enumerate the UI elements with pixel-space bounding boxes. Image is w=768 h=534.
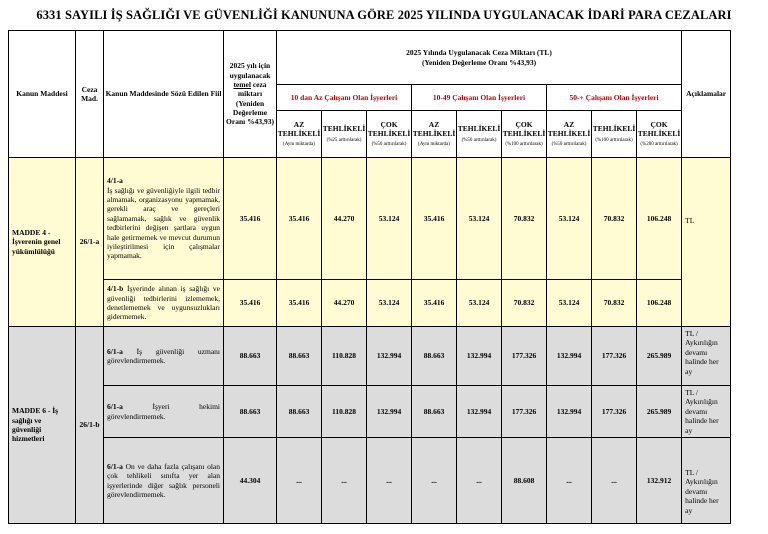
sub-header-name: AZ TEHLİKELİ xyxy=(412,119,456,138)
fiil-cell xyxy=(104,327,224,386)
value-cell: 132.994 xyxy=(367,386,412,438)
header-miktar-title: 2025 Yılında Uygulanacak Ceza Miktarı (TL) xyxy=(406,48,552,58)
value-cell: 35.416 xyxy=(277,158,322,280)
header-temel-post: ceza miktarı (Yeniden Değerleme Oranı %43,93) xyxy=(226,79,274,127)
table-row xyxy=(9,327,731,386)
sub-header-name: ÇOK TEHLİKELİ xyxy=(637,119,681,138)
fiil-code: 6/1-a xyxy=(107,346,123,356)
value-cell: 70.832 xyxy=(592,280,637,327)
value-cell: 70.832 xyxy=(592,158,637,280)
madde4-label: MADDE 4 - İşverenin genel yükümlülüğü xyxy=(9,158,76,327)
value-cell: 70.832 xyxy=(502,158,547,280)
value-cell: 53.124 xyxy=(367,280,412,327)
value-cell: ... xyxy=(412,438,457,524)
group-header-10-49: 10-49 Çalışanı Olan İşyerleri xyxy=(412,85,547,111)
sub-header xyxy=(322,111,367,158)
sub-header-name: TEHLİKELİ xyxy=(457,124,501,134)
value-cell: 177.326 xyxy=(502,386,547,438)
fiil-text: İşyeri hekimi görevlendirmemek. xyxy=(107,402,220,421)
value-cell: ... xyxy=(322,438,367,524)
sub-header-name: TEHLİKELİ xyxy=(592,124,636,134)
fiil-cell xyxy=(104,386,224,438)
value-cell: 265.989 xyxy=(637,386,682,438)
header-kanun-maddesi: Kanun Maddesi xyxy=(9,31,76,158)
sub-header xyxy=(592,111,637,158)
value-cell: 35.416 xyxy=(277,280,322,327)
header-ceza-mad: Ceza Mad. xyxy=(76,31,104,158)
value-cell: 177.326 xyxy=(592,327,637,386)
value-cell: 53.124 xyxy=(367,158,412,280)
sub-header xyxy=(277,111,322,158)
fiil-text: On ve daha fazla çalışanı olan çok tehlikeli sınıfta yer alan işyerlerinde diğer sağlık personeli görevlendirmemek. xyxy=(107,461,221,499)
sub-header-name: AZ TEHLİKELİ xyxy=(547,119,591,138)
value-cell: 53.124 xyxy=(547,280,592,327)
fiil-code: 6/1-a xyxy=(107,402,123,412)
sub-header-note: (%25 arttırılarak) xyxy=(326,137,362,143)
madde6-label: MADDE 6 - İş sağlığı ve güvenliği hizmetleri xyxy=(9,327,76,524)
value-cell: ... xyxy=(547,438,592,524)
value-cell: 110.828 xyxy=(322,386,367,438)
sub-header xyxy=(412,111,457,158)
sub-header-name: ÇOK TEHLİKELİ xyxy=(502,119,546,138)
sub-header-note: (Aynı miktarda) xyxy=(283,142,315,148)
temel-cell: 88.663 xyxy=(224,327,277,386)
fiil-cell xyxy=(104,158,224,280)
penalty-table xyxy=(8,30,731,524)
header-temel-pre: 2025 yılı için uygulanacak xyxy=(229,61,271,80)
value-cell: 110.828 xyxy=(322,327,367,386)
value-cell: 88.663 xyxy=(277,327,322,386)
sub-header-note: (%200 arttırılarak) xyxy=(640,142,678,148)
value-cell: 177.326 xyxy=(592,386,637,438)
fiil-text: İşyerinde alınan iş sağlığı ve güvenliği tedbirlerini izlememek, denetlememek ve uygunsuzlukları gidermemek. xyxy=(107,284,221,322)
header-miktar-subtitle: (Yeniden Değerleme Oranı %43,93) xyxy=(421,57,537,67)
fiil-text: İş sağlığı ve güvenliğiyle ilgili tedbir almamak, organizasyonu yapmamak, gerekli araç ve gereçleri sağlamamak, sağlık ve güvenlik tedbirlerini değişen şartlara uygun hale getirmemek ve mevcut durumun iyileştirilmesi için çalışmalar yapmamak. xyxy=(107,185,220,261)
header-fiil: Kanun Maddesinde Sözü Edilen Fiil xyxy=(104,31,224,158)
madde4-aciklama: TL xyxy=(682,158,731,327)
value-cell: 177.326 xyxy=(502,327,547,386)
sub-header-name: AZ TEHLİKELİ xyxy=(277,119,321,138)
temel-cell: 88.663 xyxy=(224,386,277,438)
fiil-code: 4/1-a xyxy=(107,176,123,186)
sub-header-name: TEHLİKELİ xyxy=(322,124,366,134)
group-header-10: 10 dan Az Çalışanı Olan İşyerleri xyxy=(277,85,412,111)
sub-header-note: (%50 arttırılarak) xyxy=(371,142,407,148)
aciklama-cell: TL / Aykırılığın devamı halinde her ay xyxy=(682,386,731,438)
value-cell: 53.124 xyxy=(457,158,502,280)
sub-header-note: (%50 arttırılarak) xyxy=(551,142,587,148)
value-cell: 106.248 xyxy=(637,158,682,280)
value-cell: 88.663 xyxy=(412,386,457,438)
sub-header xyxy=(637,111,682,158)
aciklama-cell: TL / Aykırılığın devamı halinde her ay xyxy=(682,327,731,386)
table-row xyxy=(9,280,731,327)
value-cell: 132.994 xyxy=(457,327,502,386)
value-cell: 132.994 xyxy=(547,327,592,386)
value-cell: 35.416 xyxy=(412,280,457,327)
value-cell: ... xyxy=(592,438,637,524)
sub-header xyxy=(547,111,592,158)
value-cell: 132.994 xyxy=(547,386,592,438)
temel-cell: 44.304 xyxy=(224,438,277,524)
value-cell: 53.124 xyxy=(547,158,592,280)
sub-header-note: (Aynı miktarda) xyxy=(418,142,450,148)
sub-header xyxy=(457,111,502,158)
table-row xyxy=(9,438,731,524)
fiil-text: İş güvenliği uzmanı görevlendirmemek. xyxy=(107,346,220,365)
value-cell: ... xyxy=(367,438,412,524)
value-cell: 265.989 xyxy=(637,327,682,386)
madde6-ceza: 26/1-b xyxy=(76,327,104,524)
fiil-cell xyxy=(104,280,224,327)
value-cell: ... xyxy=(457,438,502,524)
sub-header xyxy=(367,111,412,158)
value-cell: 44.270 xyxy=(322,280,367,327)
sub-header-name: ÇOK TEHLİKELİ xyxy=(367,119,411,138)
sub-header-note: (%50 arttırılarak) xyxy=(461,137,497,143)
temel-cell: 35.416 xyxy=(224,158,277,280)
temel-cell: 35.416 xyxy=(224,280,277,327)
madde4-ceza: 26/1-a xyxy=(76,158,104,327)
value-cell: 88.663 xyxy=(412,327,457,386)
value-cell: 88.663 xyxy=(277,386,322,438)
fiil-cell xyxy=(104,438,224,524)
value-cell: 44.270 xyxy=(322,158,367,280)
table-row xyxy=(9,158,731,280)
sub-header xyxy=(502,111,547,158)
sub-header-note: (%100 arttırılarak) xyxy=(595,137,633,143)
value-cell: 132.994 xyxy=(367,327,412,386)
value-cell: 106.248 xyxy=(637,280,682,327)
header-temel-ceza xyxy=(224,31,277,158)
value-cell: ... xyxy=(277,438,322,524)
header-aciklamalar: Açıklamalar xyxy=(682,31,731,158)
page-title: 6331 SAYILI İŞ SAĞLIĞI VE GÜVENLİĞİ KANUNUNA GÖRE 2025 YILINDA UYGULANACAK İDARİ PARA CEZALARI xyxy=(36,8,732,22)
fiil-code: 4/1-b xyxy=(107,284,124,294)
header-temel-underlined: temel xyxy=(233,79,251,89)
value-cell: 88.608 xyxy=(502,438,547,524)
value-cell: 53.124 xyxy=(457,280,502,327)
value-cell: 35.416 xyxy=(412,158,457,280)
sub-header-note: (%100 arttırılarak) xyxy=(505,142,543,148)
header-miktar xyxy=(277,31,682,85)
fiil-code: 6/1-a xyxy=(107,461,123,471)
value-cell: 132.994 xyxy=(457,386,502,438)
aciklama-cell: TL / Aykırılığın devamı halinde her ay xyxy=(682,438,731,524)
value-cell: 132.912 xyxy=(637,438,682,524)
table-row xyxy=(9,386,731,438)
value-cell: 70.832 xyxy=(502,280,547,327)
group-header-50: 50-+ Çalışanı Olan İşyerleri xyxy=(547,85,682,111)
